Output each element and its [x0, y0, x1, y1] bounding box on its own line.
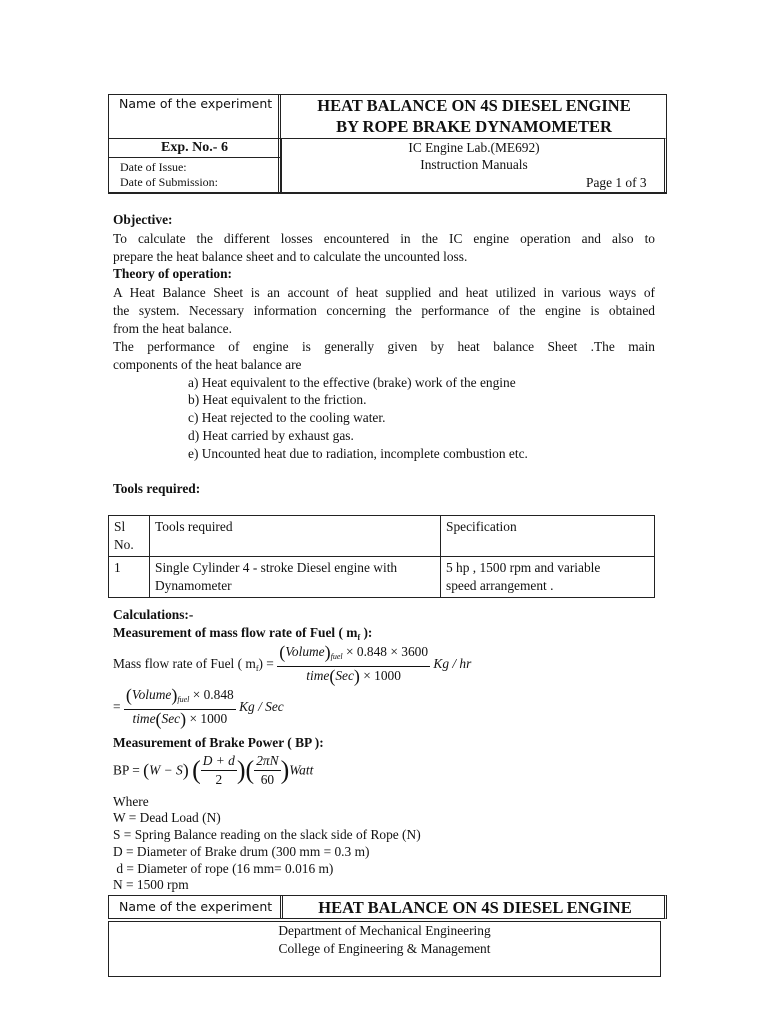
objective-heading: Objective:	[113, 212, 173, 227]
mass-flow-formula-sec	[113, 686, 284, 728]
experiment-title-line2: BY ROPE BRAKE DYNAMOMETER	[336, 117, 612, 136]
bp-speed-den: 60	[260, 772, 275, 787]
definition-item: W = Dead Load (N)	[113, 810, 221, 825]
tools-heading: Tools required:	[113, 481, 201, 496]
footer-name-label: Name of the experiment	[119, 899, 273, 914]
calculations-heading: Calculations:-	[113, 607, 194, 622]
numerator-tail: × 0.848	[189, 687, 234, 702]
header-bottom-line	[108, 193, 667, 194]
col-spec-header: Specification	[441, 516, 655, 557]
fraction-numerator: $(Volume)_{fuel} \times 0.848 \times 3600$	[277, 643, 430, 667]
exp-divider	[108, 157, 281, 158]
mass-flow-label	[113, 656, 274, 671]
row-tool	[150, 557, 441, 598]
row-spec-line1: 5 hp , 1500 rpm and variable	[446, 560, 601, 575]
date-of-submission: Date of Submission:	[120, 175, 218, 189]
bp-dd-den: 2	[215, 772, 223, 787]
page-number: Page 1 of 3	[586, 175, 647, 190]
heat-component-item: d) Heat carried by exhaust gas.	[188, 428, 354, 443]
mass-flow-fraction-sec	[124, 686, 236, 728]
unit-kg-sec: Kg / Sec	[239, 699, 284, 714]
college-name: College of Engineering & Management	[278, 941, 491, 956]
theory-heading: Theory of operation:	[113, 266, 233, 281]
heat-component-item: e) Uncounted heat due to radiation, incomplete combustion etc.	[188, 446, 528, 461]
brake-power-formula: BP = (W − S) ( $\frac{D + d}{2}$ )( $\frac{2\pi N}{60}$ )Watt	[113, 753, 314, 787]
experiment-title-line1: HEAT BALANCE ON 4S DIESEL ENGINE	[317, 96, 631, 115]
mass-label-end: ) =	[258, 655, 274, 671]
col-tools-header: Tools required	[150, 516, 441, 557]
brake-power-heading: Measurement of Brake Power ( BP ):	[113, 735, 324, 750]
mass-flow-fraction	[277, 643, 430, 685]
bp-ws-term: W − S	[149, 762, 183, 778]
department-name: Department of Mechanical Engineering	[278, 923, 491, 938]
bp-speed-num: 2πN	[254, 752, 280, 771]
fraction-denominator: time(Sec) × 1000	[306, 666, 401, 686]
bp-dd-fraction	[201, 752, 237, 789]
row-sl: 1	[109, 557, 150, 598]
fuel-subscript: fuel	[330, 652, 343, 661]
bp-dd-num: D + d	[201, 752, 237, 771]
bp-speed-fraction	[254, 752, 280, 789]
fraction-denominator: time(Sec) × 1000	[132, 709, 228, 729]
date-of-issue: Date of Issue:	[120, 160, 187, 174]
bp-label: BP =	[113, 762, 140, 778]
bp-unit: Watt	[289, 762, 314, 778]
equals-sign: =	[113, 699, 121, 714]
where-label: Where	[113, 794, 149, 809]
row-spec	[441, 557, 655, 598]
volume-term: Volume	[131, 687, 172, 702]
theory-p2-line1: The performance of engine is generally given by heat balance Sheet .The main	[113, 339, 655, 354]
heat-component-item: b) Heat equivalent to the friction.	[188, 392, 367, 407]
theory-p2-line2: components of the heat balance are	[113, 357, 302, 372]
experiment-number: Exp. No.- 6	[161, 140, 228, 155]
denominator-tail: × 1000	[186, 711, 228, 726]
sec-term: Sec	[161, 711, 181, 726]
heat-component-item: c) Heat rejected to the cooling water.	[188, 410, 386, 425]
heat-component-item: a) Heat equivalent to the effective (brake) work of the engine	[188, 375, 516, 390]
volume-term: Volume	[285, 644, 325, 659]
row-tool-line2: Dynamometer	[155, 578, 232, 593]
row-tool-line1: Single Cylinder 4 - stroke Diesel engine with	[155, 560, 398, 575]
row-spec-line2: speed arrangement .	[446, 578, 554, 593]
numerator-tail: × 0.848 × 3600	[342, 644, 429, 659]
table-header-row	[109, 516, 655, 557]
objective-line1: To calculate the different losses encountered in the IC engine operation and also to	[113, 231, 655, 246]
col-sl-label: Sl	[114, 519, 126, 534]
mass-heading-end: ):	[360, 625, 373, 640]
fraction-numerator: $(Volume)_{fuel} \times 0.848$	[124, 686, 236, 710]
definition-item: N = 1500 rpm	[113, 877, 189, 892]
theory-p1-line3: from the heat balance.	[113, 321, 232, 336]
time-term: time	[132, 711, 156, 726]
time-term: time	[306, 668, 330, 683]
lab-name: IC Engine Lab.(ME692)	[408, 140, 540, 155]
mass-flow-formula	[113, 643, 471, 685]
manual-name: Instruction Manuals	[420, 157, 528, 172]
col-sl-header	[109, 516, 150, 557]
denominator-tail: × 1000	[359, 668, 401, 683]
objective-line2: prepare the heat balance sheet and to calculate the uncounted loss.	[113, 249, 468, 264]
definition-item: D = Diameter of Brake drum (300 mm = 0.3 m)	[113, 844, 370, 859]
mass-label-text: Mass flow rate of Fuel ( m	[113, 655, 256, 671]
unit-kg-hr: Kg / hr	[433, 656, 472, 671]
col-no-label: No.	[114, 537, 134, 552]
mass-flow-heading	[113, 625, 372, 642]
tools-table	[108, 515, 655, 598]
theory-p1-line2: the system. Necessary information concerning the performance of the engine is obtained	[113, 303, 655, 318]
definition-item: S = Spring Balance reading on the slack side of Rope (N)	[113, 827, 421, 842]
mass-heading-sub: f	[357, 633, 361, 642]
mass-heading-text: Measurement of mass flow rate of Fuel ( m	[113, 625, 358, 640]
mass-label-sub: f	[255, 663, 259, 673]
definition-item: d = Diameter of rope (16 mm= 0.016 m)	[113, 861, 334, 876]
footer-title: HEAT BALANCE ON 4S DIESEL ENGINE	[318, 898, 632, 917]
table-row	[109, 557, 655, 598]
experiment-name-label: Name of the experiment	[119, 96, 273, 111]
fuel-subscript: fuel	[177, 695, 190, 704]
sec-term: Sec	[335, 668, 354, 683]
theory-p1-line1: A Heat Balance Sheet is an account of heat supplied and heat utilized in various ways of	[113, 285, 655, 300]
